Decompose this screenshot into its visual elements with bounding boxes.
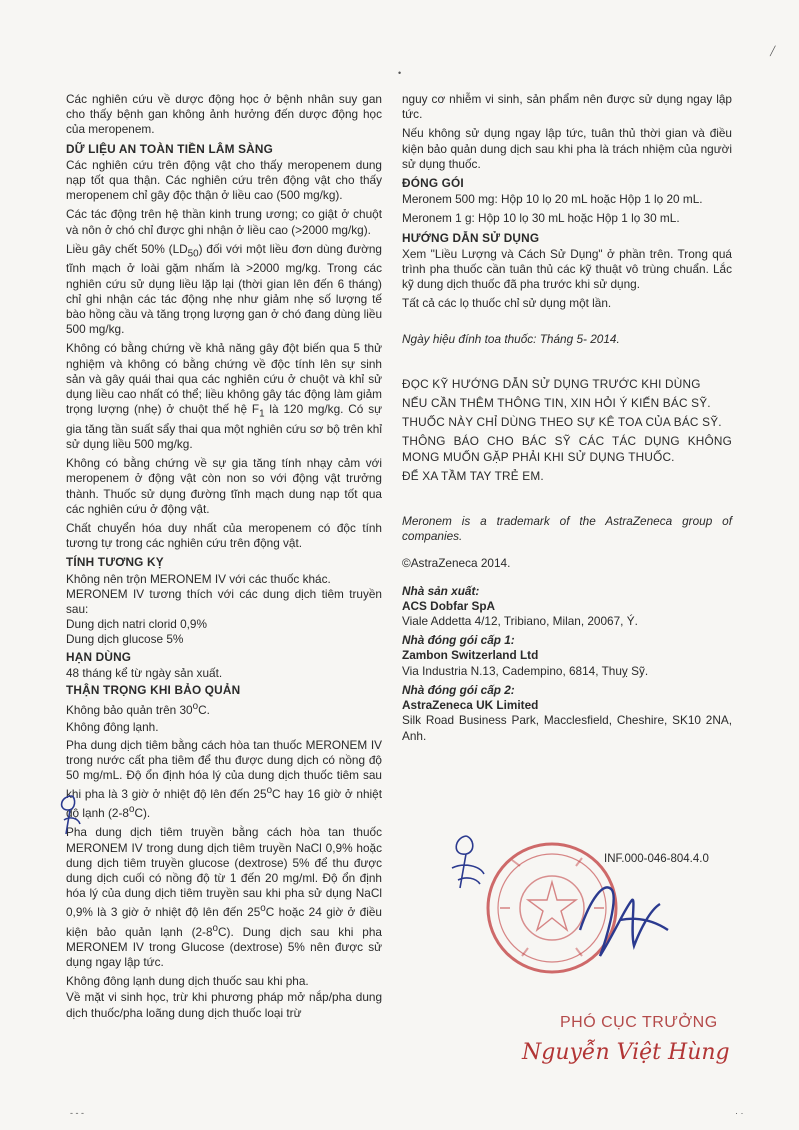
paragraph: Dung dịch glucose 5% bbox=[66, 632, 184, 647]
paragraph: Xem "Liều Lượng và Cách Sử Dụng" ở phần trên. Trong quá trình pha thuốc cần tuân thủ các kỹ thuật vô trùng chuẩn. Lắc kỹ dung dịch thuốc đã pha trước khi sử dụng. bbox=[402, 246, 732, 292]
paragraph-storage-temp: Không bảo quản trên 30$^o$C. bbox=[66, 701, 210, 718]
copyright-notice: ©AstraZeneca 2014. bbox=[402, 556, 511, 571]
secondary-packager-address: Silk Road Business Park, Macclesfield, Cheshire, SK10 2NA, Anh. bbox=[402, 713, 732, 743]
section-heading-preclinical-safety: DỮ LIỆU AN TOÀN TIỀN LÂM SÀNG bbox=[66, 141, 273, 156]
warning-line: ĐỂ XA TẦM TAY TRẺ EM. bbox=[402, 468, 544, 483]
paragraph: 48 tháng kể từ ngày sản xuất. bbox=[66, 665, 223, 680]
scan-mark: • bbox=[398, 68, 402, 78]
deputy-director-title: PHÓ CỤC TRƯỞNG bbox=[560, 1014, 718, 1031]
paragraph: Nếu không sử dụng ngay lập tức, tuân thủ thời gian và điều kiện bảo quản dung dịch sau khi pha là trách nhiệm của người sử dụng thuốc. bbox=[402, 126, 732, 171]
manufacturer-label: Nhà sản xuất: bbox=[402, 583, 480, 598]
paragraph: Không có bằng chứng về sự gia tăng tính nhạy cảm với meropenem ở động vật còn non so với động vật trưởng thành. Thuốc sử dụng đường tĩnh mạch dung nạp tốt qua các nghiên cứu ở động vật. bbox=[66, 456, 382, 516]
scan-mark: - - - bbox=[70, 1108, 84, 1118]
trademark-notice: Meronem is a trademark of the AstraZeneca group of companies. bbox=[402, 514, 732, 544]
secondary-packager-name: AstraZeneca UK Limited bbox=[402, 698, 539, 713]
paragraph: Các nghiên cứu về dược động học ở bệnh nhân suy gan cho thấy bệnh gan không ảnh hưởng đến dược động học của meropenem. bbox=[66, 92, 382, 137]
paragraph-injection-prep: Pha dung dịch tiêm bằng cách hòa tan thuốc MERONEM IV trong nước cất pha tiêm để thu được dung dịch có nồng độ 50 mg/mL. Độ ổn định hóa lý của dung dịch thuốc tiêm sau khi pha là 3 giờ ở nhiệt độ lên đến 25$^o$C hay 16 giờ ở nhiệt độ lạnh (2-8$^o$C). bbox=[66, 737, 382, 821]
section-heading-packaging: ĐÓNG GÓI bbox=[402, 176, 464, 191]
left-column bbox=[66, 92, 382, 1025]
paragraph: MERONEM IV tương thích với các dung dịch tiêm truyền sau: bbox=[66, 586, 382, 617]
secondary-packager-label: Nhà đóng gói cấp 2: bbox=[402, 682, 515, 697]
paragraph: Chất chuyển hóa duy nhất của meropenem có độc tính tương tự trong các nghiên cứu trên động vật. bbox=[66, 521, 382, 551]
reference-code: INF.000-046-804.4.0 bbox=[604, 853, 709, 865]
primary-packager-name: Zambon Switzerland Ltd bbox=[402, 648, 539, 663]
paragraph: Các nghiên cứu trên động vật cho thấy meropenem dung nạp tốt qua thận. Các nghiên cứu trên động vật cho thấy meropenem chỉ gây độc thận ở liều cao (500 mg/kg). bbox=[66, 157, 382, 203]
paragraph: Meronem 1 g: Hộp 10 lọ 30 mL hoặc Hộp 1 lọ 30 mL. bbox=[402, 211, 680, 226]
paragraph: Không đông lạnh. bbox=[66, 720, 159, 735]
paragraph: Tất cả các lọ thuốc chỉ sử dụng một lần. bbox=[402, 296, 612, 311]
warning-line: THÔNG BÁO CHO BÁC SỸ CÁC TÁC DỤNG KHÔNG MONG MUỐN GẶP PHẢI KHI SỬ DỤNG THUỐC. bbox=[402, 434, 732, 464]
section-heading-storage: THẬN TRỌNG KHI BẢO QUẢN bbox=[66, 683, 241, 698]
primary-packager-label: Nhà đóng gói cấp 1: bbox=[402, 633, 515, 648]
paragraph: Không nên trộn MERONEM IV với các thuốc khác. bbox=[66, 571, 331, 586]
warning-line: ĐỌC KỸ HƯỚNG DẪN SỬ DỤNG TRƯỚC KHI DÙNG bbox=[402, 376, 701, 391]
manufacturer-address: Viale Addetta 4/12, Tribiano, Milan, 20067, Ý. bbox=[402, 614, 638, 629]
manufacturer-name: ACS Dobfar SpA bbox=[402, 598, 496, 613]
director-signature bbox=[560, 860, 680, 970]
paragraph-ld50: Liều gây chết 50% $(LD_{50})$ đối với một liều đơn dùng đường tĩnh mạch ở loài gặm nhấm là >2000 mg/kg. Trong các nghiên cứu sử dụng liều lặp lại (thời gian lên đến 6 tháng) chỉ ghi nhận các tác động nhẹ như giảm nhẹ số lượng tế bào hồng cầu và tăng trọng lượng gan ở chó đang dùng liều 500 mg/kg. bbox=[66, 241, 382, 337]
paragraph-mutagenicity: Không có bằng chứng về khả năng gây đột biến qua 5 thử nghiệm và không có bằng chứng về độc tính lên sự sinh sản và gây quái thai qua các nghiên cứu ở chuột và khỉ sử dụng liều cao nhất có thể; liều không gây tác động làm giảm trọng lượng (nhẹ) ở chuột thế hệ $F_1$ là 120 mg/kg. Có sự gia tăng tần suất sẩy thai qua một nghiên cứu sơ bộ trên khỉ sử dụng liều 500 mg/kg. bbox=[66, 341, 382, 451]
margin-initial-mark bbox=[50, 790, 90, 840]
scan-mark: ╱ bbox=[770, 46, 776, 56]
paragraph-infusion-prep: Pha dung dịch tiêm truyền bằng cách hòa tan thuốc MERONEM IV trong dung dịch tiêm truyền NaCl 0,9% hoặc dung dịch tiêm truyền glucose (dextrose) 5% để thu được dung dịch cuối có nồng độ từ 1 đến 20 mg/ml. Độ ổn định hóa lý của dung dịch tiêm truyền sau khi pha sử dụng NaCl 0,9% là 3 giờ ở nhiệt độ lên đến 25$^o$C hoặc 24 giờ ở điều kiện bảo quản lạnh (2-8$^o$C). Dung dịch sau khi pha MERONEM IV trong Glucose (dextrose) 5% nên được sử dụng ngay lập tức. bbox=[66, 825, 382, 969]
scan-mark: · · bbox=[735, 1108, 744, 1118]
section-heading-usage: HƯỚNG DẪN SỬ DỤNG bbox=[402, 230, 540, 245]
deputy-director-name: Nguyễn Việt Hùng bbox=[522, 1040, 730, 1065]
section-heading-expiry: HẠN DÙNG bbox=[66, 649, 132, 664]
paragraph: Meronem 500 mg: Hộp 10 lọ 20 mL hoặc Hộp 1 lọ 20 mL. bbox=[402, 192, 703, 207]
paragraph: nguy cơ nhiễm vi sinh, sản phẩm nên được sử dụng ngay lập tức. bbox=[402, 92, 732, 122]
revision-date: Ngày hiệu đính toa thuốc: Tháng 5- 2014. bbox=[402, 331, 620, 346]
initial-signature bbox=[436, 828, 496, 898]
section-heading-incompatibility: TÍNH TƯƠNG KỴ bbox=[66, 555, 164, 570]
paragraph: Dung dịch natri clorid 0,9% bbox=[66, 617, 207, 632]
right-column bbox=[402, 92, 732, 748]
warning-line: THUỐC NÀY CHỈ DÙNG THEO SỰ KÊ TOA CỦA BÁC SỸ. bbox=[402, 415, 722, 430]
paragraph: Không đông lạnh dung dịch thuốc sau khi pha. bbox=[66, 974, 309, 989]
primary-packager-address: Via Industria N.13, Cadempino, 6814, Thuỵ Sỹ. bbox=[402, 663, 649, 678]
paragraph: Về mặt vi sinh học, trừ khi phương pháp mở nắp/pha dung dịch thuốc/pha loãng dung dịch thuốc loại trừ bbox=[66, 990, 382, 1020]
warning-line: NẾU CẦN THÊM THÔNG TIN, XIN HỎI Ý KIẾN BÁC SỸ. bbox=[402, 396, 711, 411]
paragraph: Các tác động trên hệ thần kinh trung ương; co giật ở chuột và nôn ở chó chỉ được ghi nhận ở liều cao (>2000 mg/kg). bbox=[66, 207, 382, 237]
